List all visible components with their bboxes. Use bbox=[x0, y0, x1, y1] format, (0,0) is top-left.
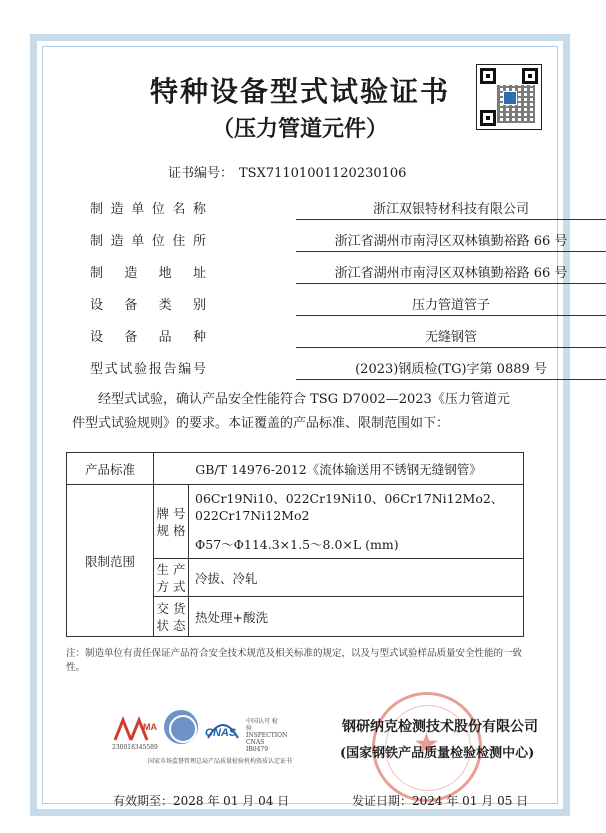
certificate-subtitle: （压力管道元件） bbox=[211, 116, 388, 142]
field-value: 压力管道管子 bbox=[296, 294, 606, 316]
issue-date bbox=[352, 792, 528, 809]
cnas-subtext: 中国认可 检验 INSPECTION CNAS IB0479 bbox=[246, 718, 288, 753]
issuer-name: 钢研纳克检测技术股份有限公司 bbox=[342, 719, 538, 735]
field-label: 制造地址 bbox=[90, 266, 206, 281]
valid-label: 有效期至： bbox=[113, 794, 174, 808]
method-label-line2: 方 式 bbox=[156, 578, 186, 594]
delivery-label bbox=[154, 597, 189, 637]
grade-label: 牌 号 bbox=[156, 505, 186, 521]
ma-text: MA bbox=[143, 722, 157, 732]
delivery-label-line1: 交 货 bbox=[156, 600, 186, 616]
ma-logo-icon bbox=[113, 718, 155, 742]
grade-value-line2: 022Cr17Ni12Mo2 bbox=[195, 508, 310, 523]
grade-spec-value bbox=[189, 485, 524, 559]
certificate-number-value: TSX71101001120230106 bbox=[239, 166, 407, 181]
ilac-mra-logo-icon bbox=[164, 710, 198, 744]
valid-until bbox=[113, 792, 289, 809]
delivery-value: 热处理+酸洗 bbox=[189, 597, 524, 637]
scope-label: 限制范围 bbox=[67, 485, 154, 637]
field-value: 无缝钢管 bbox=[296, 326, 606, 348]
issue-label: 发证日期： bbox=[352, 794, 413, 808]
cnas-logo-icon bbox=[204, 716, 242, 742]
field-label: 制造单位名称 bbox=[90, 202, 206, 217]
grade-value-line1: 06Cr19Ni10、022Cr19Ni10、06Cr17Ni12Mo2、 bbox=[195, 491, 504, 506]
method-label-line1: 生 产 bbox=[156, 561, 186, 577]
table-row bbox=[67, 485, 524, 559]
field-label: 设备品种 bbox=[90, 330, 206, 345]
certificate-title: 特种设备型式试验证书 bbox=[149, 75, 450, 108]
field-label: 制造单位住所 bbox=[90, 234, 206, 249]
method-label bbox=[154, 559, 189, 597]
ma-number: 230018345589 bbox=[112, 744, 158, 751]
spec-label: 规 格 bbox=[156, 522, 186, 538]
spec-value: Φ57～Φ114.3×1.5～8.0×L (mm) bbox=[195, 537, 399, 552]
field-value: 浙江双银特材科技有限公司 bbox=[296, 198, 606, 220]
field-value: 浙江省湖州市南浔区双林镇勤裕路 66 号 bbox=[296, 230, 606, 252]
scope-table bbox=[66, 452, 524, 637]
issuer-center: (国家钢铁产品质量检验检测中心) bbox=[340, 746, 535, 761]
grade-spec-label bbox=[154, 485, 189, 559]
certificate-number-label: 证书编号： bbox=[168, 166, 234, 181]
field-value: (2023)钢质检(TG)字第 0889 号 bbox=[296, 358, 606, 380]
statement-paragraph: 经型式试验，确认产品安全性能符合 TSG D7002—2023《压力管道元件型式试验规则》的要求。本证覆盖的产品标准、限制范围如下： bbox=[72, 392, 510, 431]
qr-code-icon bbox=[476, 64, 542, 130]
footnote: 注：制造单位有责任保证产品符合安全技术规范及相关标准的规定，以及与型式试验样品质量安全性能的一致性。 bbox=[66, 648, 523, 673]
field-label: 型式试验报告编号 bbox=[90, 362, 206, 377]
standard-value: GB/T 14976-2012《流体输送用不锈钢无缝钢管》 bbox=[154, 453, 524, 485]
issue-value: 2024 年 01 月 05 日 bbox=[412, 794, 529, 808]
field-value: 浙江省湖州市南浔区双林镇勤裕路 66 号 bbox=[296, 262, 606, 284]
logo-caption: 国家市场监督管理总局产品质量检验机构资质认定证书 bbox=[148, 758, 293, 765]
field-label: 设备类别 bbox=[90, 298, 206, 313]
cnas-text: CNAS bbox=[205, 727, 237, 739]
certificate-number bbox=[168, 162, 412, 181]
method-value: 冷拔、冷轧 bbox=[189, 559, 524, 597]
valid-value: 2028 年 01 月 04 日 bbox=[173, 794, 290, 808]
standard-label: 产品标准 bbox=[67, 453, 154, 485]
delivery-label-line2: 状 态 bbox=[156, 617, 186, 633]
table-row bbox=[67, 453, 524, 485]
